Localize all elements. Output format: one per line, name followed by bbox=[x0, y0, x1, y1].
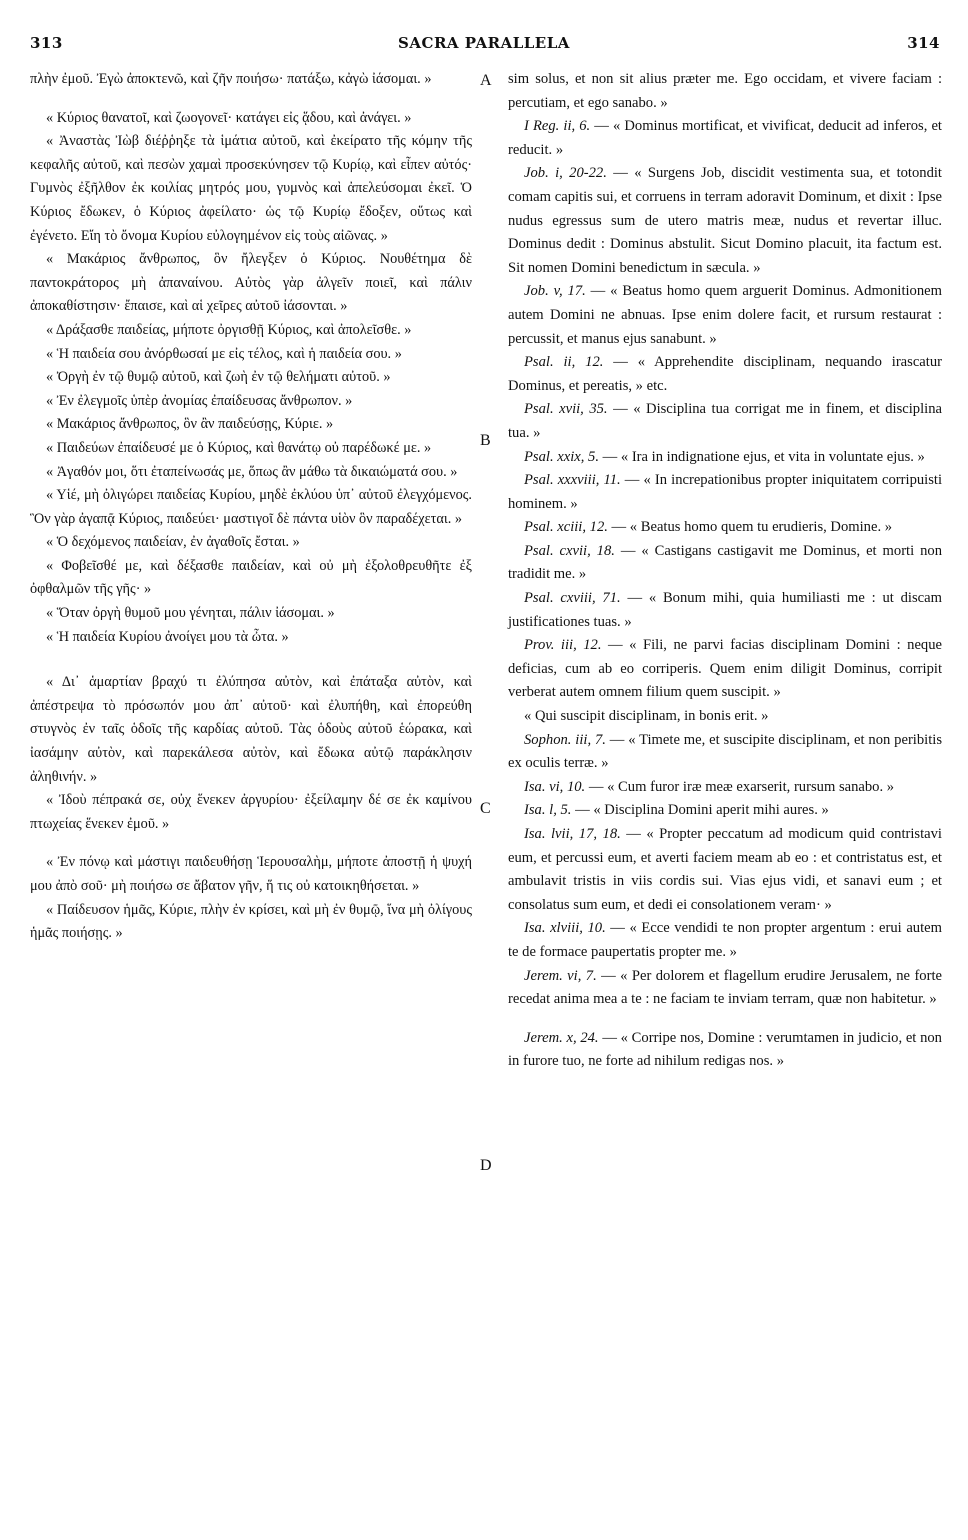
latin-paragraph bbox=[508, 115, 942, 162]
latin-text: « Qui suscipit disciplinam, in bonis erit. » bbox=[524, 708, 769, 725]
latin-text: — « Surgens Job, discidit vestimenta sua, et totondit comam capitis sui, et corruens in terram adoravit Dominum, et dixit : Ipse nudus egressus sum de utero matris meæ, nudus et revertar illuc. Dominus dedit : Dominus abstulit. Sicut Domino placuit, ita factum est. Sit nomen Domini benedictum in sæcula. » bbox=[508, 165, 942, 276]
greek-paragraph: « Ἰδοὺ πέπρακά σε, οὐχ ἕνεκεν ἀργυρίου· ἐξείλαμην δέ σε ἐκ καμίνου πτωχείας ἕνεκεν ἐμοῦ. » bbox=[30, 792, 472, 832]
scripture-reference: Psal. xciii, 12. bbox=[524, 519, 608, 536]
latin-paragraph bbox=[508, 587, 942, 634]
scripture-reference: I Reg. ii, 6. bbox=[524, 118, 591, 135]
scripture-reference: Sophon. iii, 7. bbox=[524, 731, 606, 748]
scripture-reference: Isa. lvii, 17, 18. bbox=[524, 826, 621, 842]
greek-paragraph: « Ὀργὴ ἐν τῷ θυμῷ αὐτοῦ, καὶ ζωὴ ἐν τῷ θελήματι αὐτοῦ. » bbox=[46, 369, 391, 386]
latin-paragraph bbox=[508, 516, 942, 540]
greek-paragraph: « Ἀναστὰς Ἰὼβ διέῤῥηξε τὰ ἱμάτια αὐτοῦ, καὶ ἐκείρατο τῆς κόμην τῆς κεφαλῆς αὐτοῦ, καὶ πεσὼν χαμαὶ προσεκύνησεν τῷ Κυρίῳ, καὶ εἶπεν αὐτός· Γυμνὸς ἐξῆλθον ἐκ κοιλίας μητρός μου, γυμνὸς καὶ ἀπελεύσομαι ἐκεῖ. Ὁ Κύριος ἔδωκεν, ὁ Κύριος ἀφείλατο· ὡς τῷ Κυρίῳ ἔδοξεν, οὕτως καὶ ἐγένετο. Εἴη τὸ ὄνομα Κυρίου εὐλογημένον εἰς τοὺς αἰῶνας. » bbox=[30, 133, 472, 244]
latin-text: — « Per dolorem et flagellum erudire Jerusalem, ne forte recedat anima mea a te : ne faciam te inviam terram, quæ non habitetur. » bbox=[508, 967, 942, 1008]
latin-paragraph bbox=[508, 729, 942, 776]
greek-paragraph: πλὴν ἐμοῦ. Ἐγὼ ἀποκτενῶ, καὶ ζῆν ποιήσω· πατάξω, κἀγὼ ἰάσομαι. » bbox=[30, 71, 432, 87]
latin-text: — « Bonum mihi, quia humiliasti me : ut discam justificationes tuas. » bbox=[508, 590, 942, 630]
latin-paragraph bbox=[508, 799, 942, 823]
greek-paragraph: « Παίδευσον ἡμᾶς, Κύριε, πλὴν ἐν κρίσει, καὶ μὴ ἐν θυμῷ, ἵνα μὴ ὀλίγους ἡμᾶς ποιήσῃς. » bbox=[30, 901, 472, 942]
greek-paragraph: « Υἱέ, μὴ ὀλιγώρει παιδείας Κυρίου, μηδὲ ἐκλύου ὑπ᾽ αὐτοῦ ἐλεγχόμενος. Ὃν γὰρ ἀγαπᾷ Κύριος, παιδεύει· μαστιγοῖ δὲ πάντα υἱὸν ὃν παραδέχεται. » bbox=[30, 487, 472, 527]
greek-paragraph: « Μακάριος ἄνθρωπος, ὃν ἂν παιδεύσῃς, Κύριε. » bbox=[46, 416, 334, 433]
scripture-reference: Psal. cxviii, 71. bbox=[524, 590, 621, 607]
scripture-reference: Isa. l, 5. bbox=[524, 802, 572, 819]
latin-paragraph bbox=[508, 776, 942, 800]
latin-paragraph bbox=[508, 634, 942, 705]
scripture-reference: Psal. xxxviii, 11. bbox=[524, 472, 621, 489]
latin-text: — « Ira in indignatione ejus, et vita in voluntate ejus. » bbox=[598, 448, 925, 465]
scripture-reference: Jerem. vi, 7. bbox=[524, 967, 597, 984]
latin-text: — « Disciplina tua corrigat me in finem, et disciplina tua. » bbox=[508, 401, 942, 441]
greek-paragraph: « Ἡ παιδεία σου ἀνόρθωσαί με εἰς τέλος, καὶ ἡ παιδεία σου. » bbox=[46, 345, 402, 362]
latin-text: — « Corripe nos, Domine : verumtamen in judicio, et non in furore tuo, ne forte ad nihilum redigas nos. » bbox=[508, 1029, 942, 1070]
page-number-right: 314 bbox=[907, 34, 940, 52]
latin-paragraph bbox=[508, 68, 942, 115]
latin-column bbox=[508, 68, 942, 1074]
latin-text: — « Fili, ne parvi facias disciplinam Domini : neque deficias, cum ab eo corriperis. Quem enim diligit Dominus, corripit verberat autem omnem filium quem suscipit. » bbox=[508, 637, 942, 701]
latin-paragraph bbox=[508, 705, 942, 729]
latin-paragraph bbox=[508, 469, 942, 516]
latin-text: — « Dominus mortificat, et vivificat, deducit ad inferos, et reducit. » bbox=[508, 118, 942, 158]
latin-paragraph bbox=[508, 446, 942, 470]
margin-letter-c: C bbox=[480, 800, 491, 817]
greek-paragraph: « Φοβεῖσθέ με, καὶ δέξασθε παιδείαν, καὶ οὐ μὴ ἐξολοθρευθῆτε ἐξ ὀφθαλμῶν τῆς γῆς· » bbox=[30, 557, 472, 598]
running-title: SACRA PARALLELA bbox=[398, 34, 570, 52]
scripture-reference: Psal. xvii, 35. bbox=[524, 401, 608, 418]
latin-paragraph bbox=[508, 280, 942, 351]
latin-text: — « Apprehendite disciplinam, nequando irascatur Dominus, et pereatis, » etc. bbox=[508, 354, 942, 394]
greek-column bbox=[30, 68, 472, 946]
margin-letter-a: A bbox=[480, 72, 492, 89]
greek-paragraph: « Ἐν πόνῳ καὶ μάστιγι παιδευθήσῃ Ἱερουσαλὴμ, μήποτε ἀποστῇ ἡ ψυχή μου ἀπὸ σοῦ· μὴ ποιήσω σε ἄβατον γῆν, ἥ τις οὐ κατοικηθήσεται. » bbox=[30, 854, 472, 894]
scripture-reference: Job. i, 20-22. bbox=[524, 165, 607, 182]
scripture-reference: Isa. vi, 10. bbox=[524, 778, 586, 795]
greek-paragraph: « Ὁ δεχόμενος παιδείαν, ἐν ἀγαθοῖς ἔσται. » bbox=[46, 534, 300, 551]
latin-text: — « Beatus homo quem arguerit Dominus. Admonitionem autem Domini ne abnuas. Ipse enim dolere facit, et rursum restaurat : percussit, et manus ejus sanabunt. » bbox=[508, 283, 942, 347]
greek-paragraph: « Ἀγαθόν μοι, ὅτι ἐταπείνωσάς με, ὅπως ἂν μάθω τὰ δικαιώματά σου. » bbox=[46, 463, 458, 480]
scripture-reference: Psal. xxix, 5. bbox=[524, 448, 599, 465]
greek-paragraph: « Δράξασθε παιδείας, μήποτε ὀργισθῇ Κύριος, καὶ ἀπολεῖσθε. » bbox=[46, 321, 412, 338]
latin-text: — « Timete me, et suscipite disciplinam, et non peribitis ex oculis terræ. » bbox=[508, 731, 942, 772]
latin-paragraph bbox=[508, 965, 942, 1012]
latin-paragraph bbox=[508, 540, 942, 587]
scripture-reference: Jerem. x, 24. bbox=[524, 1029, 599, 1046]
latin-paragraph bbox=[508, 351, 942, 398]
greek-paragraph: « Παιδεύων ἐπαίδευσέ με ὁ Κύριος, καὶ θανάτῳ οὐ παρέδωκέ με. » bbox=[46, 439, 432, 456]
latin-text: sim solus, et non sit alius præter me. Ego occidam, et vivere faciam : percutiam, et ego sanabo. » bbox=[508, 71, 942, 111]
latin-text: — « Beatus homo quem tu erudieris, Domine. » bbox=[607, 519, 893, 536]
scripture-reference: Psal. cxvii, 18. bbox=[524, 542, 615, 559]
scripture-reference: Psal. ii, 12. bbox=[524, 354, 604, 371]
greek-paragraph: « Ἐν ἐλεγμοῖς ὑπὲρ ἀνομίας ἐπαίδευσας ἄνθρωπον. » bbox=[46, 392, 353, 409]
latin-text: — « Disciplina Domini aperit mihi aures. » bbox=[571, 802, 829, 819]
margin-letter-b: B bbox=[480, 432, 491, 449]
latin-text: — « Ecce vendidi te non propter argentum : erui autem te de formace paupertatis propter me. » bbox=[508, 920, 942, 960]
latin-paragraph bbox=[508, 398, 942, 445]
greek-paragraph: « Κύριος θανατοῖ, καὶ ζωογονεῖ· κατάγει εἰς ᾅδου, καὶ ἀνάγει. » bbox=[46, 109, 412, 126]
latin-text: — « Castigans castigavit me Dominus, et morti non tradidit me. » bbox=[508, 542, 943, 583]
latin-paragraph bbox=[508, 162, 942, 280]
latin-paragraph bbox=[508, 917, 942, 964]
latin-paragraph bbox=[508, 1027, 942, 1074]
margin-letter-d: D bbox=[480, 1157, 492, 1174]
greek-paragraph: « Δι᾽ ἁμαρτίαν βραχύ τι ἐλύπησα αὐτὸν, καὶ ἐπάταξα αὐτὸν, καὶ ἀπέστρεψα τὸ πρόσωπόν μου ἀπ᾽ αὐτοῦ· καὶ ἐλυπήθη, καὶ ἐπορεύθη στυγνὸς ἐν ταῖς ὁδοῖς τῆς καρδίας αὐτοῦ. Τὰς ὁδοὺς αὐτοῦ ἑώρακα, καὶ ἰασάμην αὐτὸν, καὶ παρεκάλεσα αὐτὸν, καὶ ἔδωκα αὐτῷ παράκλησιν ἀληθινήν. » bbox=[30, 674, 472, 785]
greek-paragraph: « Ἡ παιδεία Κυρίου ἀνοίγει μου τὰ ὦτα. » bbox=[46, 628, 289, 645]
latin-text: — « Cum furor iræ meæ exarserit, rursum sanabo. » bbox=[585, 778, 895, 795]
page-number-left: 313 bbox=[30, 34, 63, 52]
greek-paragraph: « Ὅταν ὀργὴ θυμοῦ μου γένηται, πάλιν ἰάσομαι. » bbox=[46, 605, 335, 622]
scripture-reference: Prov. iii, 12. bbox=[524, 637, 602, 654]
page-header bbox=[0, 34, 968, 58]
greek-paragraph: « Μακάριος ἄνθρωπος, ὃν ἤλεγξεν ὁ Κύριος. Νουθέτημα δὲ παντοκράτορος μὴ ἀπαναίνου. Αὐτὸς γὰρ ἀλγεῖν ποιεῖ, καὶ πάλιν ἀποκαθίστησιν· ἔπαισε, καὶ αἱ χεῖρες αὐτοῦ ἰάσονται. » bbox=[30, 251, 472, 315]
scripture-reference: Job. v, 17. bbox=[524, 283, 586, 300]
latin-paragraph bbox=[508, 823, 942, 917]
latin-text: — « In increpationibus propter iniquitatem corripuisti hominem. » bbox=[508, 472, 943, 512]
scripture-reference: Isa. xlviii, 10. bbox=[524, 920, 606, 937]
latin-text: — « Propter peccatum ad modicum quid contristavi eum, et percussi eum, et averti faciem meam ab eo : et contristatus est, et ambulavit tristis in viis cordis sui. Vias ejus vidi, et sanavi eum ; et consolatus sum eum, et dedi ei consolationem veram· » bbox=[508, 826, 942, 913]
